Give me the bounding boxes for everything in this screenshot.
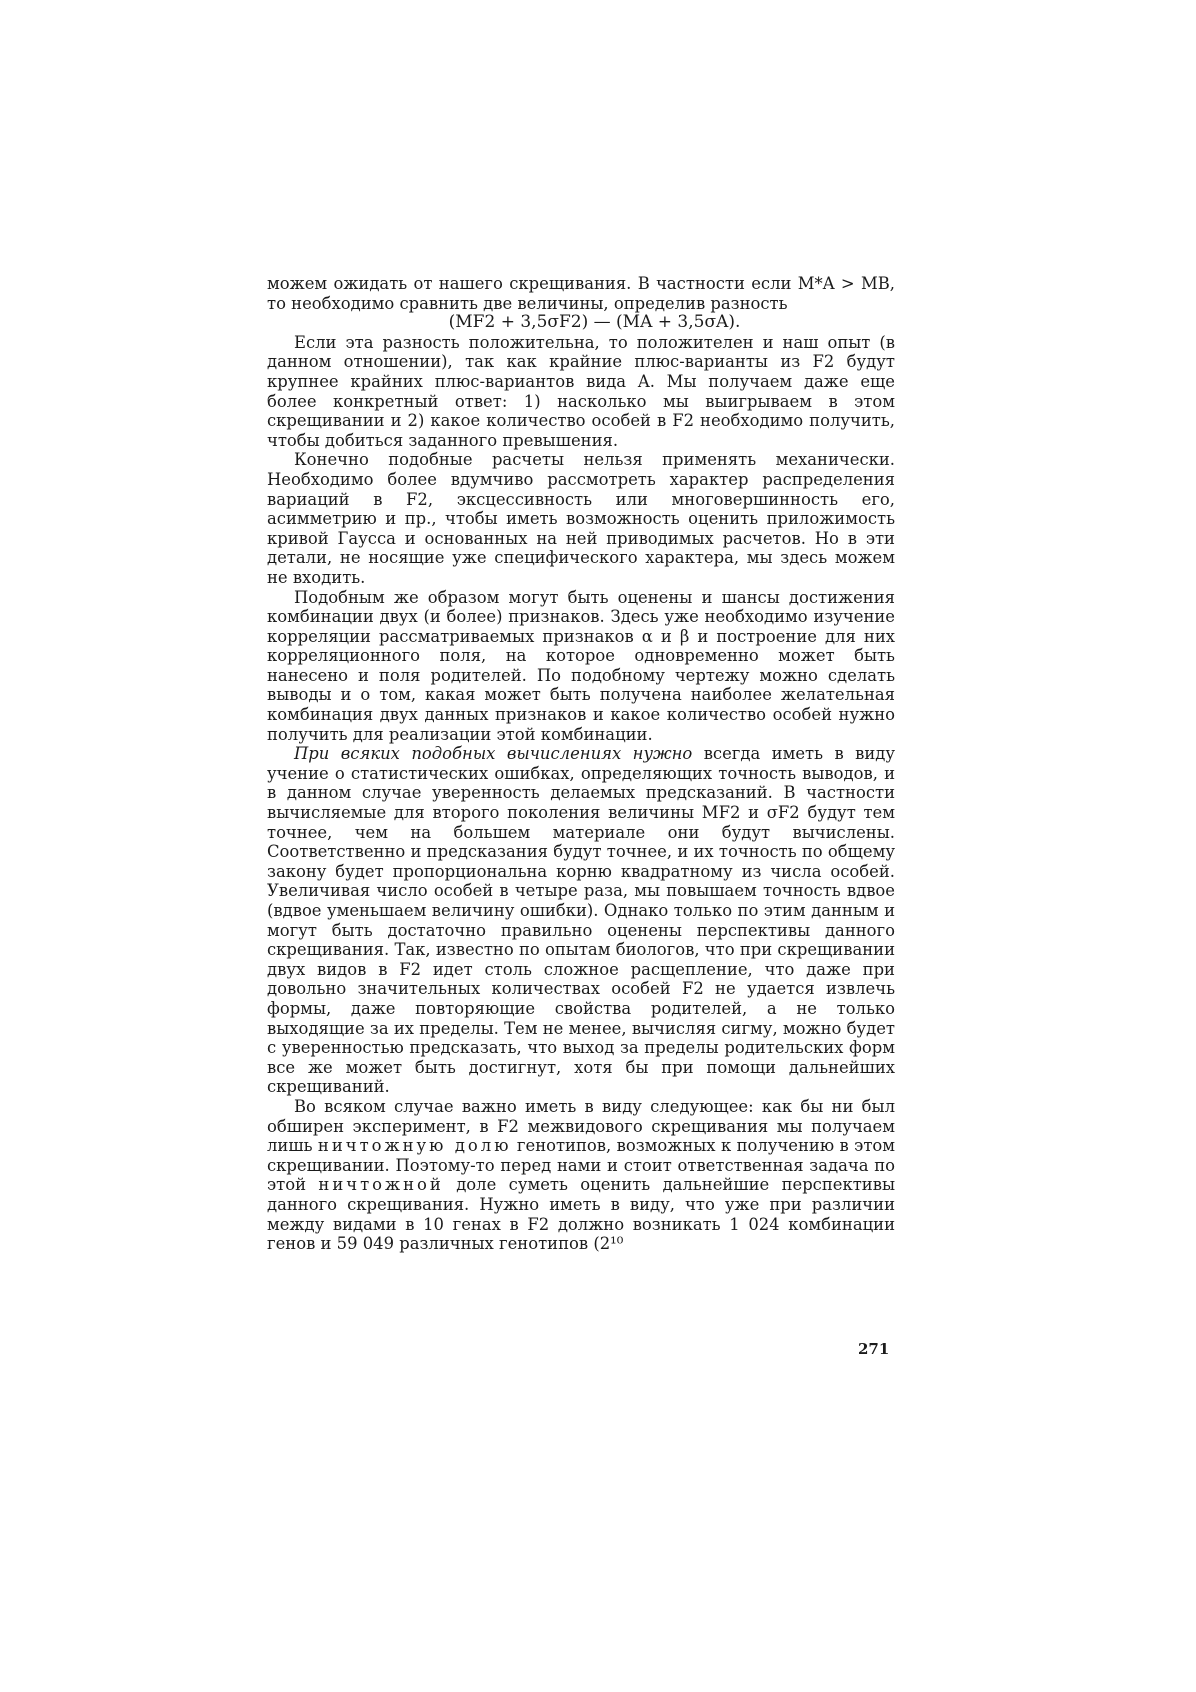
paragraph-2: Если эта разность положительна, то положителен и наш опыт (в данном отношении), так как крайние плюс-варианты из F2 будут крупнее крайних плюс-вариантов вида A. Мы получаем даже еще более конкретный ответ: 1) насколько мы выигрываем в этом скрещивании и 2) какое количество особей в F2 необходимо получить, чтобы добиться заданного превышения. [267, 332, 895, 450]
paragraph-6 [267, 1097, 895, 1254]
paragraph-5 [267, 744, 895, 1097]
page-number: 271 [858, 1340, 890, 1358]
paragraph-4: Подобным же образом могут быть оценены и шансы достижения комбинации двух (и более) признаков. Здесь уже необходимо изучение корреляции рассматриваемых признаков α и β и построение для них корреляционного поля, на которое одновременно может быть нанесено и поля родителей. По подобному чертежу можно сделать выводы и о том, какая может быть получена наиболее желательная комбинация двух данных признаков и какое количество особей нужно получить для реализации этой комбинации. [267, 587, 895, 744]
page-body [267, 274, 895, 1254]
formula: (MF2 + 3,5σF2) — (MA + 3,5σA). [448, 312, 741, 333]
spaced-emphasis-1: ничтожную долю [317, 1136, 512, 1156]
spaced-emphasis-2: ничтожной [318, 1175, 444, 1195]
paragraph-6-text-a: Во всяком случае важно иметь в виду следующее: как бы ни был обширен эксперимент, в F2 межвидового скрещивания мы получаем лишь [267, 1096, 895, 1156]
paragraph-6-text-b: генотипов, возможных к получению в этом скрещивании. Поэтому-то перед нами и стоит ответственная задача по этой [267, 1136, 895, 1195]
paragraph-3: Конечно подобные расчеты нельзя применять механически. Необходимо более вдумчиво рассмотреть характер распределения вариаций в F2, эксцессивность или многовершинность его, асимметрию и пр., чтобы иметь возможность оценить приложимость кривой Гаусса и основанных на ней приводимых расчетов. Но в эти детали, не носящие уже специфического характера, мы здесь можем не входить. [267, 450, 895, 587]
paragraph-5-text: всегда иметь в виду учение о статистических ошибках, определяющих точность выводов, и в данном случае уверенность делаемых предсказаний. В частности вычисляемые для второго поколения величины MF2 и σF2 будут тем точнее, чем на большем материале они будут вычислены. Соответственно и предсказания будут точнее, и их точность по общему закону будет пропорциональна корню квадратному из числа особей. Увеличивая число особей в четыре раза, мы повышаем точность вдвое (вдвое уменьшаем величину ошибки). Однако только по этим данным и могут быть достаточно правильно оценены перспективы данного скрещивания. Так, известно по опытам биологов, что при скрещивании двух видов в F2 идет столь сложное расщепление, что даже при довольно значительных количествах особей F2 не удается извлечь формы, даже повторяющие свойства родителей, а не только выходящие за их пределы. Тем не менее, вычисляя сигму, можно будет с уверенностью предсказать, что выход за пределы родительских форм все же может быть достигнут, хотя бы при помощи дальнейших скрещиваний. [267, 744, 895, 1097]
italic-lead: При всяких подобных вычислениях нужно [294, 744, 693, 764]
paragraph-1: можем ожидать от нашего скрещивания. В частности если M*A > MB, то необходимо сравнить две величины, определив разность [267, 274, 895, 313]
paragraph-6-text-c: доле суметь оценить дальнейшие перспективы данного скрещивания. Нужно иметь в виду, что уже при различии между видами в 10 генах в F2 должно возникать 1 024 комбинации генов и 59 049 различных генотипов (2¹⁰ [267, 1175, 895, 1254]
